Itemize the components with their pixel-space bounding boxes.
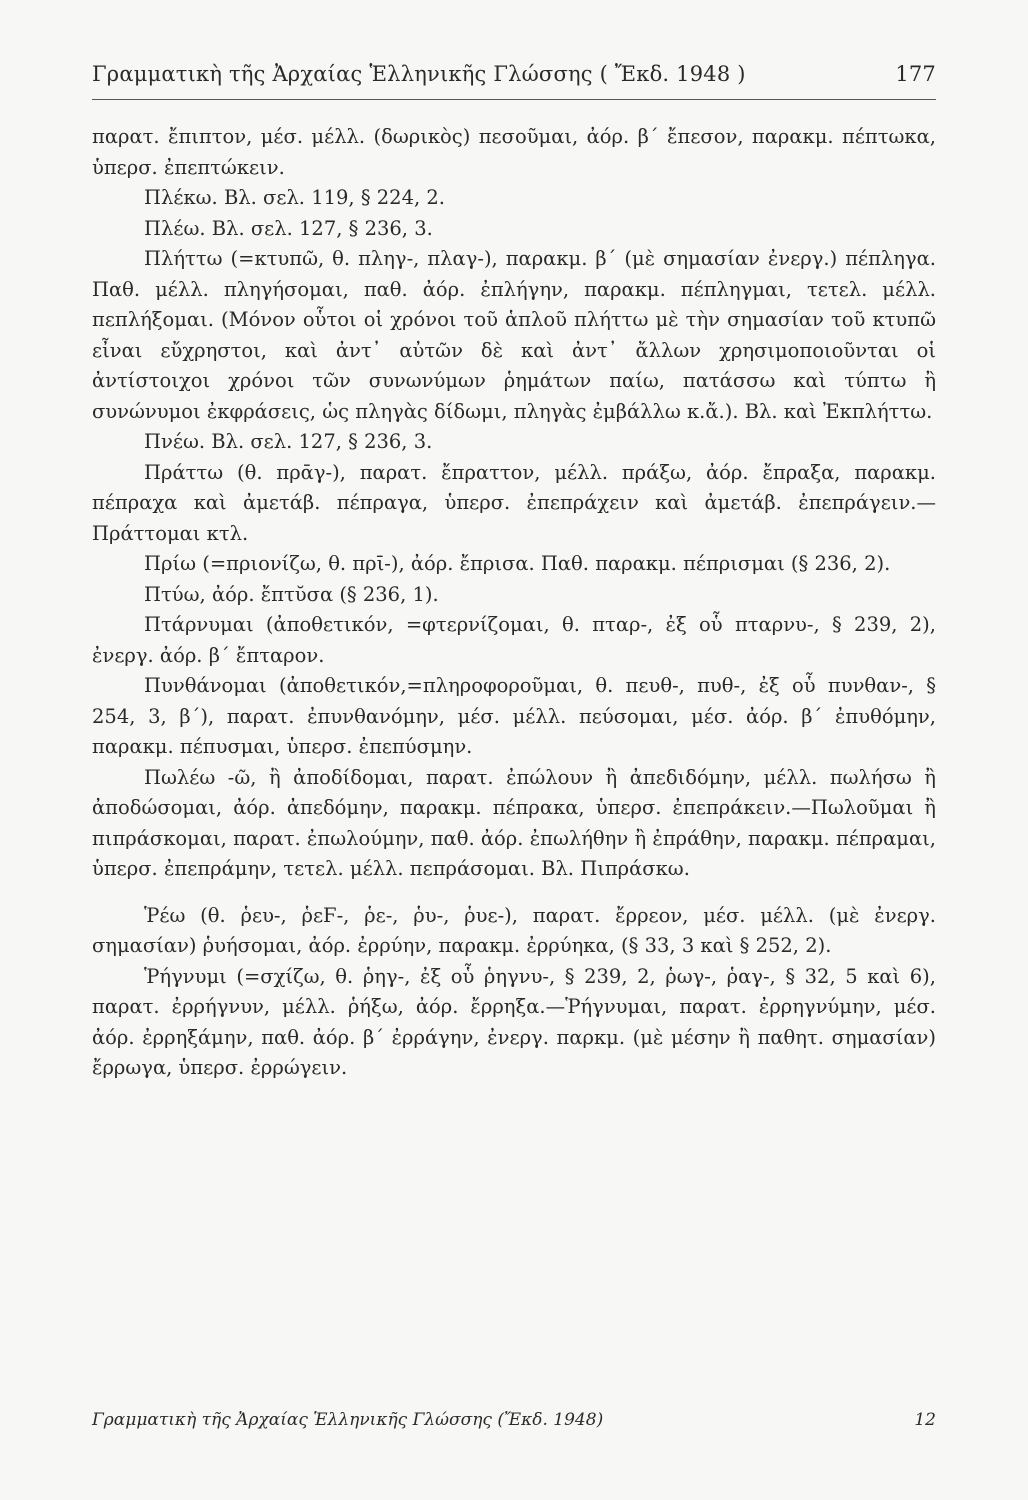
paragraph: Πλήττω (=κτυπῶ, θ. πληγ-, πλαγ-), παρακμ. β΄ (μὲ σημασίαν ἐνεργ.) πέπληγα. Παθ. μέλλ. πληγήσομαι, παθ. ἀόρ. ἐπλήγην, παρακμ. πέπληγμαι, τετελ. μέλλ. πεπλήξομαι. (Μόνον οὗτοι οἱ χρόνοι τοῦ ἁπλοῦ πλήττω μὲ τὴν σημασίαν τοῦ κτυπῶ εἶναι εὔχρηστοι, καὶ ἀντ᾽ αὐτῶν δὲ καὶ ἀντ᾽ ἄλλων χρησιμοποιοῦνται οἱ ἀντίστοιχοι χρόνοι τῶν συνωνύμων ῥημάτων παίω, πατάσσω καὶ τύπτω ἢ συνώνυμοι ἐκφράσεις, ὡς πληγὰς δίδωμι, πληγὰς ἐμβάλλω κ.ἄ.). Βλ. καὶ Ἐκπλήττω. — [92, 247, 936, 423]
paragraph: Πυνθάνομαι (ἀποθετικόν,=πληροφοροῦμαι, θ. πευθ-, πυθ-, ἐξ οὗ πυνθαν-, § 254, 3, β΄), παρατ. ἐπυνθανόμην, μέσ. μέλλ. πεύσομαι, μέσ. ἀόρ. β΄ ἐπυθόμην, παρακμ. πέπυσμαι, ὑπερσ. ἐπεπύσμην. — [92, 674, 936, 758]
page-body — [92, 122, 936, 1084]
paragraph: Πλέω. Βλ. σελ. 127, § 236, 3. — [144, 216, 433, 240]
paragraph: Ῥέω (θ. ῥευ-, ῥεϜ-, ῥε-, ῥυ-, ῥυε-), παρατ. ἔρρεον, μέσ. μέλλ. (μὲ ἐνεργ. σημασίαν) ῥυήσομαι, ἀόρ. ἐρρύην, παρακμ. ἐρρύηκα, (§ 33, 3 καὶ § 252, 2). — [92, 903, 936, 957]
paragraph: Πνέω. Βλ. σελ. 127, § 236, 3. — [144, 430, 433, 453]
paragraph: Πρίω (=πριονίζω, θ. πρῑ-), ἀόρ. ἔπρισα. Παθ. παρακμ. πέπρισμαι (§ 236, 2). — [144, 552, 891, 575]
paragraph: Πτάρνυμαι (ἀποθετικόν, =φτερνίζομαι, θ. πταρ-, ἐξ οὗ πταρνυ-, § 239, 2), ἐνεργ. ἀόρ. β΄ ἔπταρον. — [92, 613, 936, 667]
header-rule — [92, 99, 936, 100]
page-number: 177 — [895, 62, 936, 86]
paragraph: Ῥήγνυμι (=σχίζω, θ. ῥηγ-, ἐξ οὗ ῥηγνυ-, § 239, 2, ῥωγ-, ῥαγ-, § 32, 5 καὶ 6), παρατ. ἐρρήγνυν, μέλλ. ῥήξω, ἀόρ. ἔρρηξα.—Ῥήγνυμαι, παρατ. ἐρρηγνύμην, μέσ. ἀόρ. ἐρρηξάμην, παθ. ἀόρ. β΄ ἐρράγην, ἐνεργ. παρκμ. (μὲ μέσην ἢ παθητ. σημασίαν) ἔρρωγα, ὑπερσ. ἐρρώγειν. — [92, 964, 936, 1079]
paragraph: Πωλέω -ῶ, ἢ ἀποδίδομαι, παρατ. ἐπώλουν ἢ ἀπεδιδόμην, μέλλ. πωλήσω ἢ ἀποδώσομαι, ἀόρ. ἀπεδόμην, παρακμ. πέπρακα, ὑπερσ. ἐπεπράκειν.—Πωλοῦμαι ἢ πιπράσκομαι, παρατ. ἐπωλούμην, παθ. ἀόρ. ἐπωλήθην ἢ ἐπράθην, παρακμ. πέπραμαι, ὑπερσ. ἐπεπράμην, τετελ. μέλλ. πεπράσομαι. Βλ. Πιπράσκω. — [92, 765, 936, 880]
paragraph: παρατ. ἔπιπτον, μέσ. μέλλ. (δωρικὸς) πεσοῦμαι, ἀόρ. β΄ ἔπεσον, παρακμ. πέπτωκα, ὑπερσ. ἐπεπτώκειν. — [92, 125, 936, 179]
signature-number: 12 — [914, 1410, 936, 1430]
running-header — [92, 62, 936, 86]
header-title: Γραμματικὴ τῆς Ἀρχαίας Ἑλληνικῆς Γλώσσης ( Ἔκδ. 1948 ) — [92, 62, 746, 86]
paragraph: Πλέκω. Βλ. σελ. 119, § 224, 2. — [144, 186, 445, 209]
footer-title: Γραμματικὴ τῆς Ἀρχαίας Ἑλληνικῆς Γλώσσης (Ἔκδ. 1948) — [92, 1410, 604, 1430]
paragraph: Πράττω (θ. πρᾱγ-), παρατ. ἔπραττον, μέλλ. πράξω, ἀόρ. ἔπραξα, παρακμ. πέπραχα καὶ ἀμετάβ. πέπραγα, ὑπερσ. ἐπεπράχειν καὶ ἀμετάβ. ἐπεπράγειν.—Πράττομαι κτλ. — [92, 460, 936, 545]
signature-footer — [92, 1410, 936, 1430]
paragraph: Πτύω, ἀόρ. ἔπτῠσα (§ 236, 1). — [144, 582, 439, 606]
